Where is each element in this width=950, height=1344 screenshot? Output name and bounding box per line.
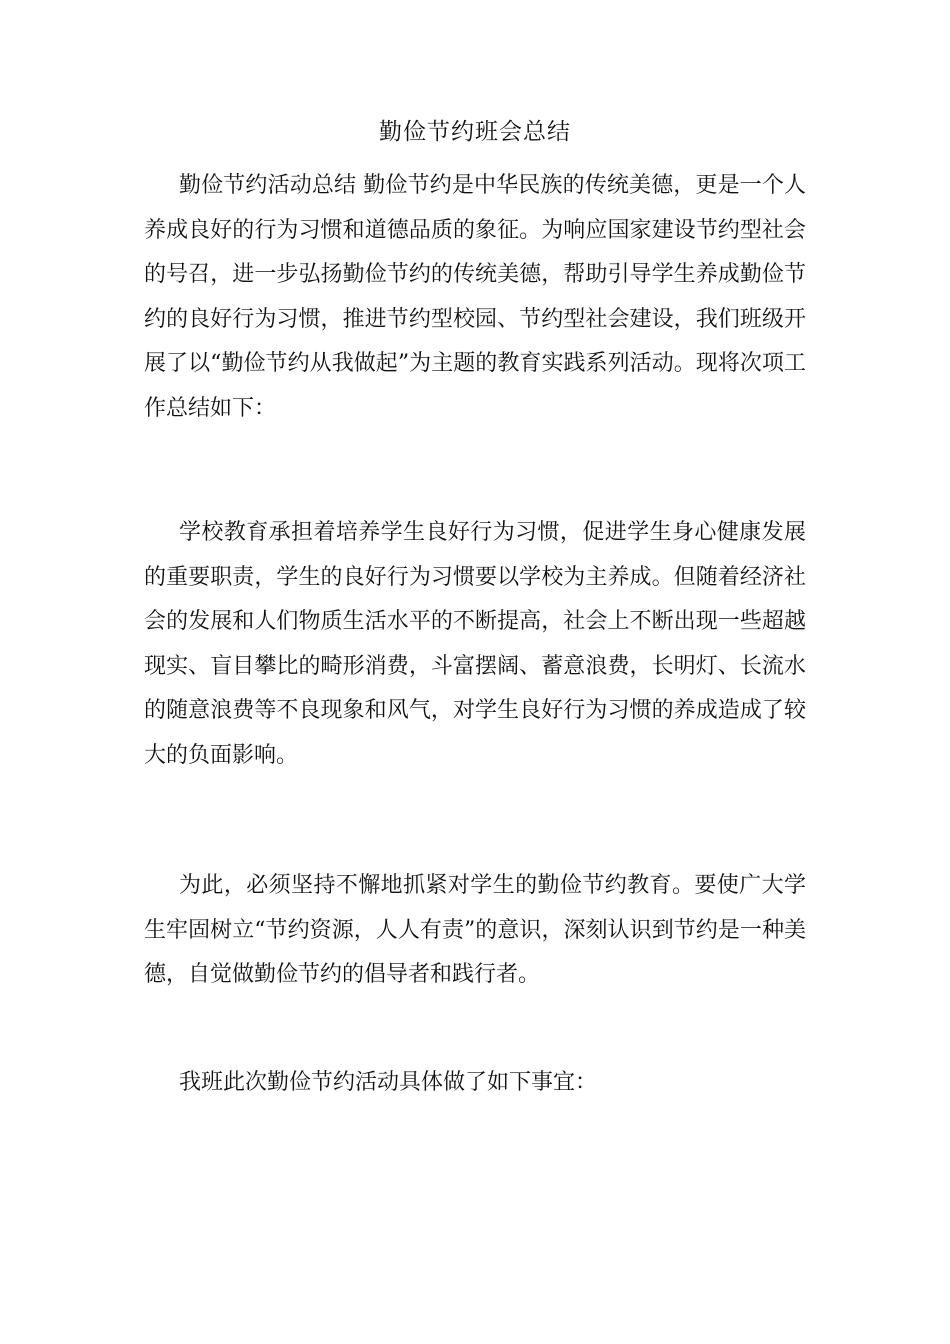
paragraph-intro: 勤俭节约活动总结 勤俭节约是中华民族的传统美德，更是一个人养成良好的行为习惯和道德品质的象征。为响应国家建设节约型社会的号召，进一步弘扬勤俭节约的传统美德，帮助引导学生养成勤俭节约的良好行为习惯，推进节约型校园、节约型社会建设，我们班级开展了以“勤俭节约从我做起”为主题的教育实践系列活动。现将次项工作总结如下：: [144, 173, 806, 421]
paragraph-school-education: 学校教育承担着培养学生良好行为习惯，促进学生身心健康发展的重要职责，学生的良好行为习惯要以学校为主养成。但随着经济社会的发展和人们物质生活水平的不断提高，社会上不断出现一些超越现实、盲目攀比的畸形消费，斗富摆阔、蓄意浪费，长明灯、长流水的随意浪费等不良现象和风气，对学生良好行为习惯的养成造成了较大的负面影响。: [144, 520, 806, 768]
paragraph-persistence: 为此，必须坚持不懈地抓紧对学生的勤俭节约教育。要使广大学生牢固树立“节约资源，人人有责”的意识，深刻认识到节约是一种美德，自觉做勤俭节约的倡导者和践行者。: [144, 873, 806, 987]
document-title: 勤俭节约班会总结: [379, 119, 571, 145]
paragraph-activities: 我班此次勤俭节约活动具体做了如下事宜：: [179, 1070, 598, 1095]
